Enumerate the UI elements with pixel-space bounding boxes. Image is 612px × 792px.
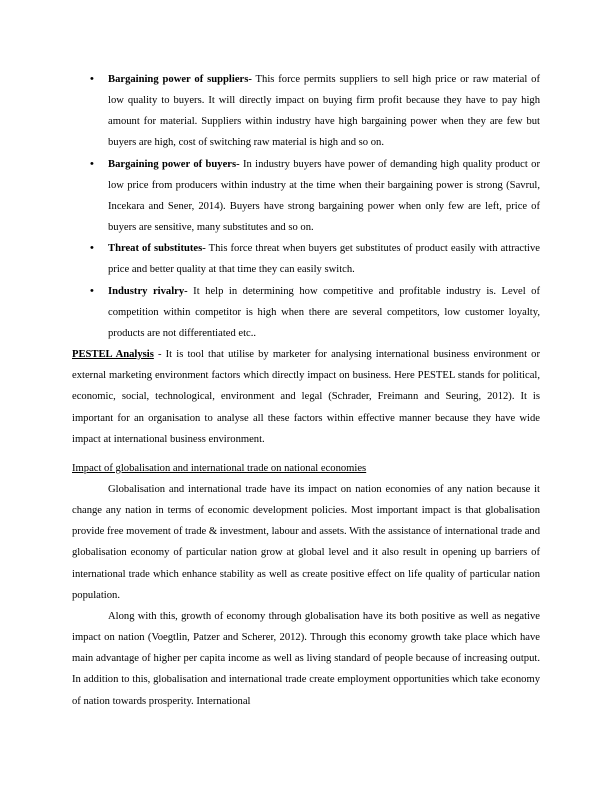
bullet-item-bargaining-power-suppliers [90,69,540,154]
pestel-analysis-term: PESTEL Analysis [72,349,154,361]
bullet-icon: • [90,157,94,170]
bullet-item-threat-of-substitutes [90,238,541,280]
porter-forces-bullet-list [72,69,540,344]
bullet-text: This force permits suppliers to sell high price or raw material of low quality to buyers. It will directly impact on buying firm profit because they have to pay high amount for material. Suppliers within industry have high bargaining power when they are few but buyers are high, cost of switching raw material is high and so on. [108,74,540,149]
bullet-lead: Industry rivalry- [108,285,188,297]
bullet-item-bargaining-power-buyers [90,154,540,239]
bullet-icon: • [90,284,94,297]
bullet-lead: Bargaining power of suppliers- [108,74,252,85]
pestel-analysis-text: - It is tool that utilise by marketer for analysing international business environment or external marketing environment factors which directly impact on business. Here PESTEL stands for political, economic, social, technological, environment and legal (Schrader, Freimann and Seuring, 2012). It is important for an organisation to analyse all these factors within effective manner because they have wide impact at international business environment. [72,349,540,445]
bullet-item-industry-rivalry [90,281,540,344]
paragraph-globalisation-impact: Globalisation and international trade have its impact on nation economies of any nation because it change any nation in terms of economic development policies. Most important impact is that globalisation provide free movement of trade & investment, labour and assets. With the assistance of international trade and globalisation economy of particular nation grow at global level and it also result in opening up barriers of international trade which enhance stability as well as create positive effect on life quality of particular nation population. [72,483,540,601]
bullet-icon: • [90,73,94,85]
section-heading-impact-of-globalisation: Impact of globalisation and international trade on national economies [72,462,367,474]
page-content [72,69,540,712]
bullet-lead: Threat of substitutes- [108,243,206,255]
bullet-lead: Bargaining power of buyers- [108,158,240,170]
pestel-analysis-paragraph [72,344,540,450]
bullet-text: This force threat when buyers get substitutes of product easily with attractive price and better quality at that time they can easily switch. [108,243,541,276]
paragraph-economy-growth: Along with this, growth of economy through globalisation have its both positive as well as negative impact on nation (Voegtlin, Patzer and Scherer, 2012). Through this economy growth take place which have main advantage of higher per capita income as well as living standard of people because of increasing output. In addition to this, globalisation and international trade create employment opportunities which take economy of nation towards prosperity. International [72,610,540,707]
bullet-icon: • [90,242,94,255]
bullet-text: In industry buyers have power of demanding high quality product or low price from producers within industry at the time when their bargaining power is strong (Savrul, Incekara and Sener, 2014). Buyers have strong bargaining power when only few are left, price of buyers are sensitive, many substitutes and so on. [108,158,540,234]
bullet-text: It help in determining how competitive and profitable industry is. Level of competition within competitor is high when there are several competitors, low customer loyalty, products are not differentiated etc.. [108,285,540,339]
